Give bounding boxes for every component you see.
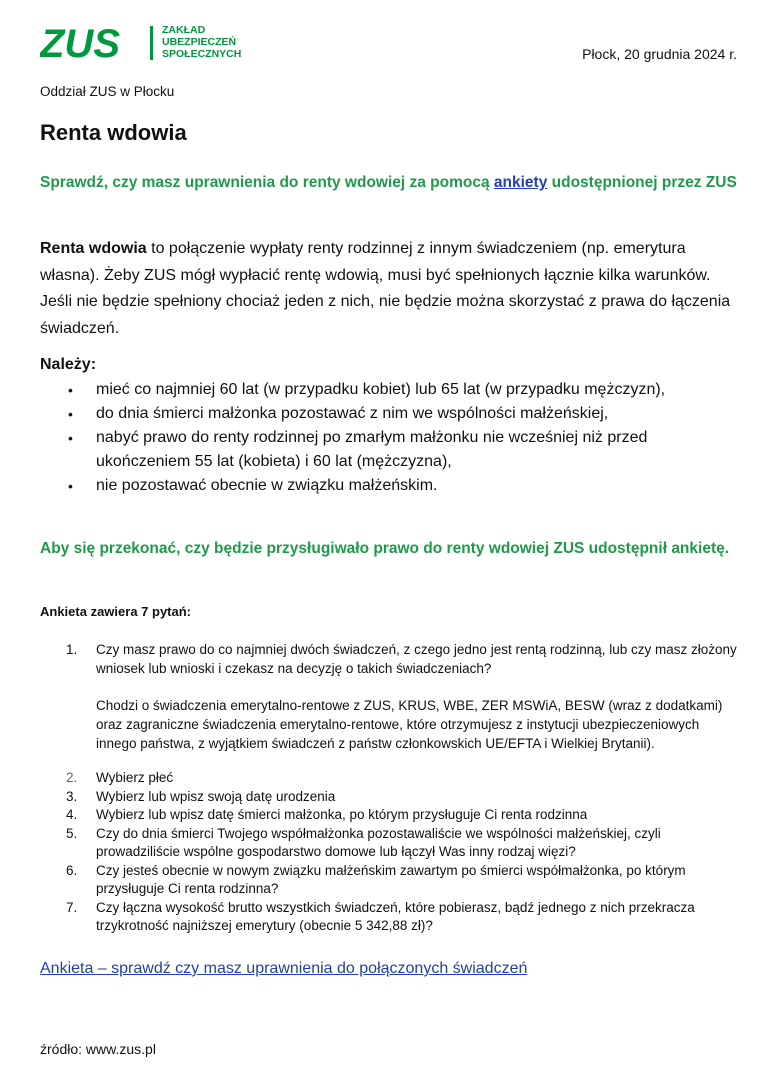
requirement-text: nabyć prawo do renty rodzinnej po zmarłym małżonku nie wcześniej niż przed ukończeniem 55 lat (kobieta) i 60 lat (mężczyzna), [96, 429, 648, 470]
logo-wordmark [162, 24, 241, 60]
requirement-item [40, 474, 740, 498]
requirements-heading: Należy: [40, 356, 97, 373]
lead-text: Sprawdź, czy masz uprawnienia do renty wdowiej za pomocą [40, 174, 494, 191]
questions-list [40, 769, 740, 936]
question-1-note: Chodzi o świadczenia emerytalno-rentowe z ZUS, KRUS, WBE, ZER MSWiA, BESW (wraz z dodatkami) oraz zagraniczne świadczenia emerytalno-rentowe, które otrzymujesz z instytucji ubezpieczeniowych innego państwa, z wyjątkiem świadczeń z państw członkowskich UE/EFTA i Wielkiej Brytanii). [96, 698, 723, 751]
requirement-text: nie pozostawać obecnie w związku małżeńskim. [96, 477, 438, 494]
question-text: Wybierz płeć [96, 770, 174, 785]
question-number: 5. [66, 825, 78, 841]
question-item [40, 862, 740, 899]
zus-logo-mark [40, 22, 144, 62]
survey-link[interactable]: Ankieta – sprawdź czy masz uprawnienia do połączonych świadczeń [40, 960, 528, 977]
question-number: 7. [66, 899, 78, 915]
source-note: źródło: www.zus.pl [40, 1041, 156, 1057]
question-text: Czy masz prawo do co najmniej dwóch świadczeń, z czego jedno jest rentą rodzinną, lub czy masz złożony wniosek lub wnioski i czekasz na decyzję o takich świadczeniach? [96, 642, 737, 676]
question-number: 3. [66, 788, 78, 804]
question-item [40, 769, 740, 788]
question-number: 1. [66, 642, 78, 657]
logo-line: ZAKŁAD [162, 24, 206, 36]
page-title: Renta wdowia [40, 120, 187, 145]
question-text: Czy łączna wysokość brutto wszystkich świadczeń, które pobierasz, bądź jednego z nich przekracza trzykrotność najniższej emerytury (obecnie 5 342,88 zł)? [96, 899, 695, 933]
question-number: 6. [66, 862, 78, 878]
document-date: Płock, 20 grudnia 2024 r. [582, 46, 737, 62]
lead-text-end: udostępnionej przez ZUS [547, 174, 737, 191]
logo-line: UBEZPIECZEŃ [162, 36, 237, 48]
question-number: 4. [66, 807, 78, 822]
requirement-item [40, 378, 740, 402]
questions-heading: Ankieta zawiera 7 pytań: [40, 604, 191, 619]
question-item [40, 825, 740, 862]
requirements-list [40, 378, 740, 498]
question-item [40, 788, 740, 807]
question-item [40, 806, 740, 825]
question-number: 2. [66, 770, 78, 785]
question-item-1 [40, 640, 740, 678]
logo-separator [150, 26, 153, 60]
logo-line: SPOŁECZNYCH [162, 48, 242, 60]
intro-bold-term: Renta wdowia [40, 240, 147, 257]
question-text: Czy do dnia śmierci Twojego współmałżonka pozostawaliście we wspólności małżeńskiej, czyli prowadziliście wspólne gospodarstwo domowe lub łączył Was inny rodzaj więzi? [96, 825, 661, 859]
requirement-text: do dnia śmierci małżonka pozostawać z nim we wspólności małżeńskiej, [96, 405, 609, 422]
requirement-text: mieć co najmniej 60 lat (w przypadku kobiet) lub 65 lat (w przypadku mężczyzn), [96, 381, 666, 398]
question-item [40, 899, 740, 936]
question-text: Czy jesteś obecnie w nowym związku małżeńskim zawartym po śmierci współmałżonka, po którym przysługuje Ci renta rodzinna? [96, 862, 686, 896]
branch-name: Oddział ZUS w Płocku [40, 84, 175, 99]
question-text: Wybierz lub wpisz datę śmierci małżonka, po którym przysługuje Ci renta rodzinna [96, 807, 588, 822]
requirement-item [40, 426, 740, 474]
question-text: Wybierz lub wpisz swoją datę urodzenia [96, 788, 336, 804]
svg-text:ZUS: ZUS [40, 22, 120, 62]
zus-logo [40, 22, 242, 62]
lead-heading [40, 170, 745, 196]
bullet-icon: • [68, 382, 73, 398]
intro-text: to połączenie wypłaty renty rodzinnej z innym świadczeniem (np. emerytura własna). Żeby ZUS mógł wypłacić rentę wdowią, musi być spełnionych łącznie kilka warunków. Jeśli nie będzie spełniony chociaż jeden z nich, nie będzie można skorzystać z prawa do łączenia świadczeń. [40, 240, 731, 337]
intro-paragraph [40, 236, 740, 342]
bullet-icon: • [68, 478, 73, 494]
survey-link-inline[interactable]: ankiety [493, 174, 548, 191]
survey-callout: Aby się przekonać, czy będzie przysługiwało prawo do renty wdowiej ZUS udostępnił ankietę. [40, 540, 730, 557]
bullet-icon: • [68, 430, 73, 446]
requirement-item [40, 402, 740, 426]
bullet-icon: • [68, 406, 73, 422]
